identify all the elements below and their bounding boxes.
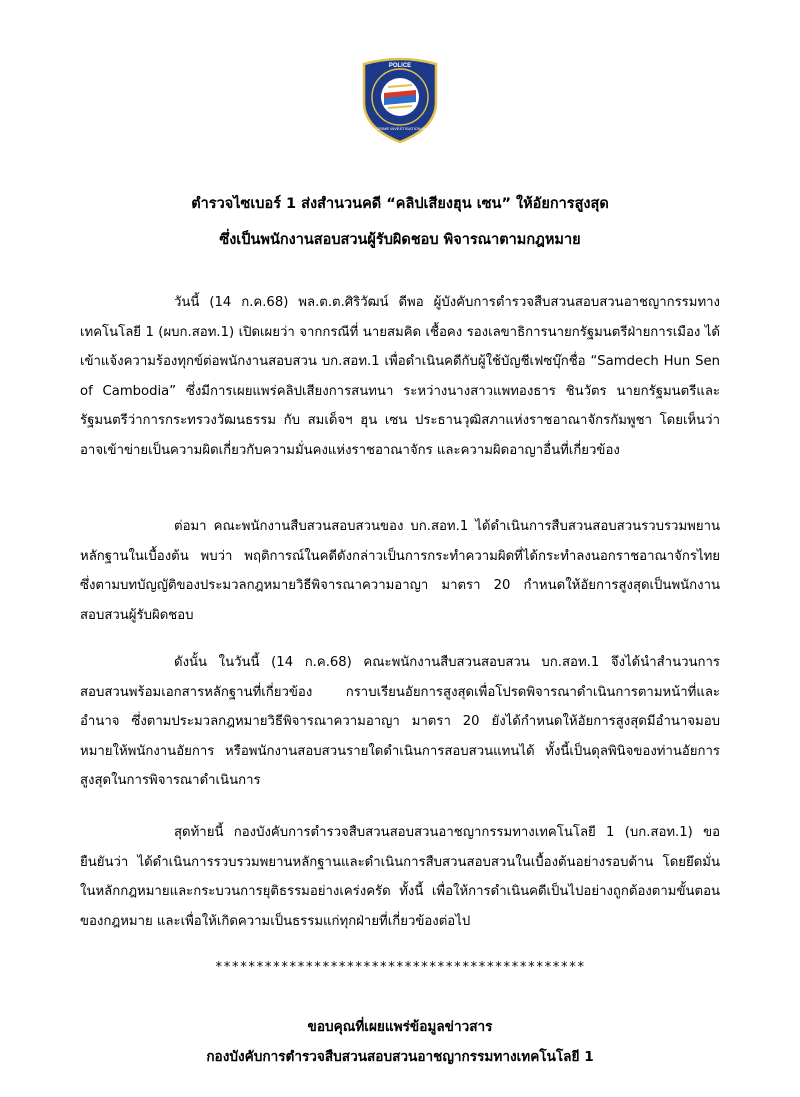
- cyber-police-badge-icon: [354, 52, 446, 144]
- headline-line-2: ซึ่งเป็นพนักงานสอบสวนผู้รับผิดชอบ พิจารณาตามกฎหมาย: [219, 232, 581, 248]
- separator-line: *********************************************: [214, 960, 586, 975]
- body-paragraph-1: วันนี้ (14 ก.ค.68) พล.ต.ต.ศิริวัฒน์ ดีพอ ผู้บังคับการตำรวจสืบสวนสอบสวนอาชญากรรมทางเทคโนโลยี 1 (ผบก.สอท.1) เปิดเผยว่า จากกรณีที่ นายสมคิด เชื้อคง รองเลขาธิการนายกรัฐมนตรีฝ่ายการเมือง ได้เข้าแจ้งความร้องทุกข์ต่อพนักงานสอบสวน บก.สอท.1 เพื่อดำเนินคดีกับผู้ใช้บัญชีเฟซบุ๊กชื่อ “Samdech Hun Sen of Cambodia” ซึ่งมีการเผยแพร่คลิปเสียงการสนทนา ระหว่างนางสาวแพทองธาร ชินวัตร นายกรัฐมนตรีและรัฐมนตรีว่าการกระทรวงวัฒนธรรม กับ สมเด็จฯ ฮุน เซน ประธานวุฒิสภาแห่งราชอาณาจักรกัมพูชา โดยเห็นว่าอาจเข้าข่ายเป็นความผิดเกี่ยวกับความมั่นคงแห่งราชอาณาจักร และความผิดอาญาอื่นที่เกี่ยวข้อง: [80, 295, 720, 458]
- footer-agency: กองบังคับการตำรวจสืบสวนสอบสวนอาชญากรรมทางเทคโนโลยี 1: [206, 1049, 594, 1065]
- headline-line-1: ตำรวจไซเบอร์ 1 ส่งสำนวนคดี “คลิปเสียงฮุน เซน” ให้อัยการสูงสุด: [191, 196, 609, 212]
- body-paragraph-4: สุดท้ายนี้ กองบังคับการตำรวจสืบสวนสอบสวนอาชญากรรมทางเทคโนโลยี 1 (บก.สอท.1) ขอยืนยันว่า ได้ดำเนินการรวบรวมพยานหลักฐานและดำเนินการสืบสวนสอบสวนในเบื้องต้นอย่างรอบด้าน โดยยึดมั่นในหลักกฎหมายและกระบวนการยุติธรรมอย่างเคร่งครัด ทั้งนี้ เพื่อให้การดำเนินคดีเป็นไปอย่างถูกต้องตามขั้นตอนของกฎหมาย และเพื่อให้เกิดความเป็นธรรมแก่ทุกฝ่ายที่เกี่ยวข้องต่อไป: [80, 825, 720, 929]
- badge-top-text: POLICE: [388, 63, 412, 69]
- body-paragraph-3: ดังนั้น ในวันนี้ (14 ก.ค.68) คณะพนักงานสืบสวนสอบสวน บก.สอท.1 จึงได้นำสำนวนการสอบสวนพร้อมเอกสารหลักฐานที่เกี่ยวข้อง กราบเรียนอัยการสูงสุดเพื่อโปรดพิจารณาดำเนินการตามหน้าที่และอำนาจ ซึ่งตามประมวลกฎหมายวิธีพิจารณาความอาญา มาตรา 20 ยังได้กำหนดให้อัยการสูงสุดมีอำนาจมอบหมายให้พนักงานอัยการ หรือพนักงานสอบสวนรายใดดำเนินการสอบสวนแทนได้ ทั้งนี้เป็นดุลพินิจของท่านอัยการสูงสุดในการพิจารณาดำเนินการ: [80, 655, 720, 788]
- badge-graphic: [354, 52, 446, 144]
- footer-thanks: ขอบคุณที่เผยแพร่ข้อมูลข่าวสาร: [307, 1019, 493, 1035]
- badge-bottom-text: CYBER CRIME INVESTIGATION BUREAU: [361, 126, 439, 131]
- body-paragraph-2: ต่อมา คณะพนักงานสืบสวนสอบสวนของ บก.สอท.1 ได้ดำเนินการสืบสวนสอบสวนรวบรวมพยานหลักฐานในเบื้องต้น พบว่า พฤติการณ์ในคดีดังกล่าวเป็นการกระทำความผิดที่ได้กระทำลงนอกราชอาณาจักรไทย ซึ่งตามบทบัญญัติของประมวลกฎหมายวิธีพิจารณาความอาญา มาตรา 20 กำหนดให้อัยการสูงสุดเป็นพนักงานสอบสวนผู้รับผิดชอบ: [80, 519, 720, 623]
